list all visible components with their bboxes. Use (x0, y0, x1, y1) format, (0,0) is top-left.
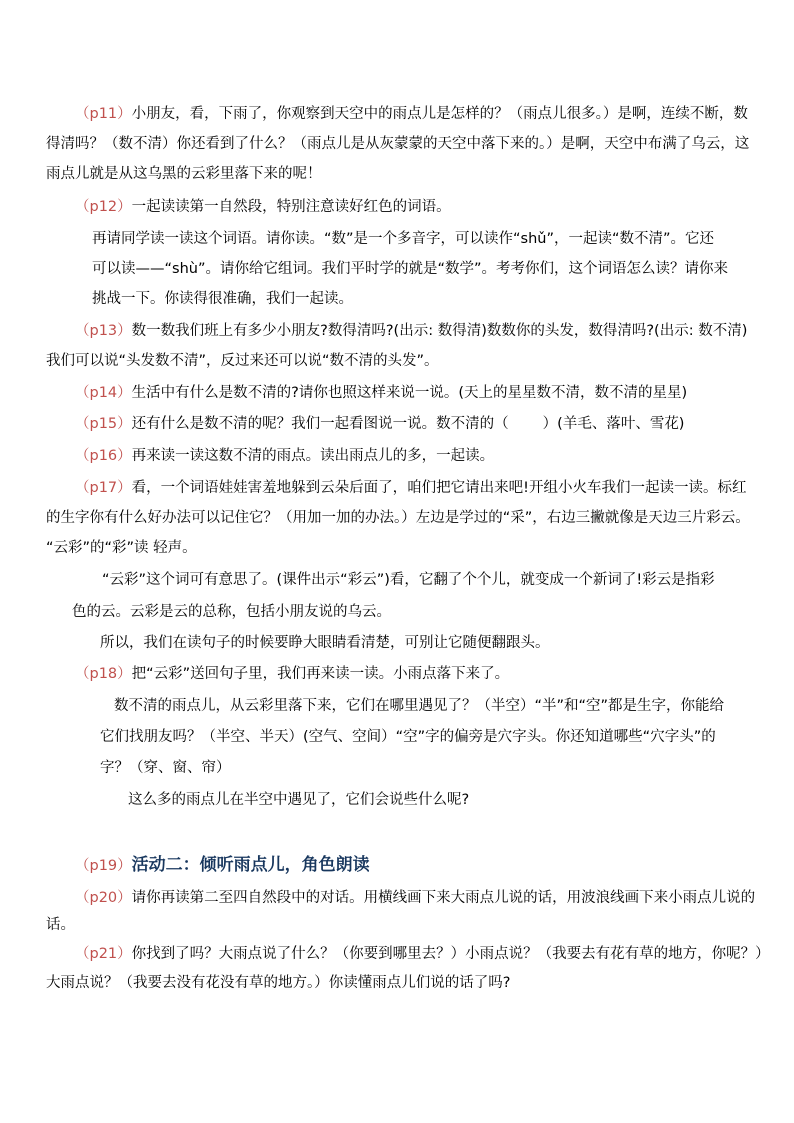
paragraph-p12-line-4: 挑战一下。你读得很准确，我们一起读。 (92, 291, 353, 307)
paragraph-p13-line-2: 我们可以说“头发数不清”，反过来还可以说“数不清的头发”。 (46, 353, 439, 369)
page-number-p14: （p14） (75, 385, 132, 401)
paragraph-p18-line-3: 它们找朋友吗？（半空、半天）(空气、空间）“空”字的偏旁是穴字头。你还知道哪些“穴字头”的 (100, 729, 716, 745)
paragraph-p17-line-4: “云彩”这个词可有意思了。(课件出示“彩云”)看，它翻了个个儿，就变成一个新词了!彩云是指彩 (102, 572, 715, 588)
paragraph-p18-line-2: 数不清的雨点儿，从云彩里落下来，它们在哪里遇见了？（半空）“半”和“空”都是生字，你能给 (114, 698, 725, 714)
page-number-p19: （p19） (75, 858, 132, 874)
paragraph-p13-line-1: （p13）数一数我们班上有多少小朋友?数得清吗?(出示: 数得清)数数你的头发，数得清吗?(出示: 数不清) (75, 323, 748, 339)
paragraph-p20-line-1: （p20）请你再读第二至四自然段中的对话。用横线画下来大雨点儿说的话，用波浪线画下来小雨点儿说的 (75, 890, 756, 906)
page-number-p21: （p21） (75, 946, 132, 962)
paragraph-p12-line-2: 再请同学读一读这个词语。请你读。“数”是一个多音字，可以读作“shǔ”，一起读“数不清”。它还 (92, 231, 715, 247)
page-number-p16: （p16） (75, 448, 132, 464)
paragraph-p15-line-1: （p15）还有什么是数不清的呢？我们一起看图说一说。数不清的（ ）(羊毛、落叶、雪花) (75, 416, 685, 432)
paragraph-p11-line-1: （p11）小朋友，看，下雨了，你观察到天空中的雨点儿是怎样的？（雨点儿很多。）是啊，连续不断，数 (75, 106, 748, 122)
paragraph-p21-line-2: 大雨点说？（我要去没有花没有草的地方。）你读懂雨点儿们说的话了吗? (46, 975, 511, 991)
paragraph-p12-line-3: 可以读——“shù”。请你给它组词。我们平时学的就是“数学”。考考你们，这个词语怎么读？请你来 (92, 261, 728, 277)
page-number-p11: （p11） (75, 106, 132, 122)
paragraph-p18-line-4: 字？（穿、窗、帘） (100, 760, 231, 776)
section-title: 活动二：倾听雨点儿，角色朗读 (131, 855, 370, 875)
paragraph-p18-line-5: 这么多的雨点儿在半空中遇见了，它们会说些什么呢? (128, 792, 470, 808)
paragraph-p12-line-1: （p12）一起读读第一自然段，特别注意读好红色的词语。 (75, 199, 451, 215)
page-number-p18: （p18） (75, 666, 132, 682)
paragraph-p14-line-1: （p14）生活中有什么是数不清的?请你也照这样来说一说。(天上的星星数不清，数不清的星星) (75, 385, 688, 401)
paragraph-p11-line-2: 得清吗？（数不清）你还看到了什么？（雨点儿是从灰蒙蒙的天空中落下来的。）是啊，天空中布满了乌云，这 (46, 136, 750, 152)
section-heading-p19 (75, 855, 370, 876)
paragraph-p17-line-1: （p17）看，一个词语娃娃害羞地躲到云朵后面了，咱们把它请出来吧!开组小火车我们一起读一读。标红 (75, 480, 747, 496)
page-number-p12: （p12） (75, 199, 132, 215)
page-number-p15: （p15） (75, 416, 132, 432)
page-number-p20: （p20） (75, 890, 132, 906)
paragraph-p17-line-2: 的生字你有什么好办法可以记住它？（用加一加的办法。）左边是学过的“采”，右边三撇就像是天边三片彩云。 (46, 510, 750, 526)
paragraph-p17-line-5: 色的云。云彩是云的总称，包括小朋友说的乌云。 (72, 604, 391, 620)
page-number-p13: （p13） (75, 323, 132, 339)
paragraph-p11-line-3: 雨点儿就是从这乌黑的云彩里落下来的呢！ (46, 166, 322, 182)
paragraph-p16-line-1: （p16）再来读一读这数不清的雨点。读出雨点儿的多，一起读。 (75, 448, 495, 464)
paragraph-p20-line-2: 话。 (46, 917, 75, 933)
paragraph-p17-line-6: 所以，我们在读句子的时候要睁大眼睛看清楚，可别让它随便翻跟头。 (100, 635, 550, 651)
paragraph-p17-line-3: “云彩”的“彩”读 轻声。 (46, 540, 197, 556)
page-number-p17: （p17） (75, 480, 132, 496)
paragraph-p21-line-1: （p21）你找到了吗？大雨点说了什么？（你要到哪里去？）小雨点说？（我要去有花有草的地方，你呢？） (75, 946, 770, 962)
paragraph-p18-line-1: （p18）把“云彩”送回句子里，我们再来读一读。小雨点落下来了。 (75, 666, 510, 682)
